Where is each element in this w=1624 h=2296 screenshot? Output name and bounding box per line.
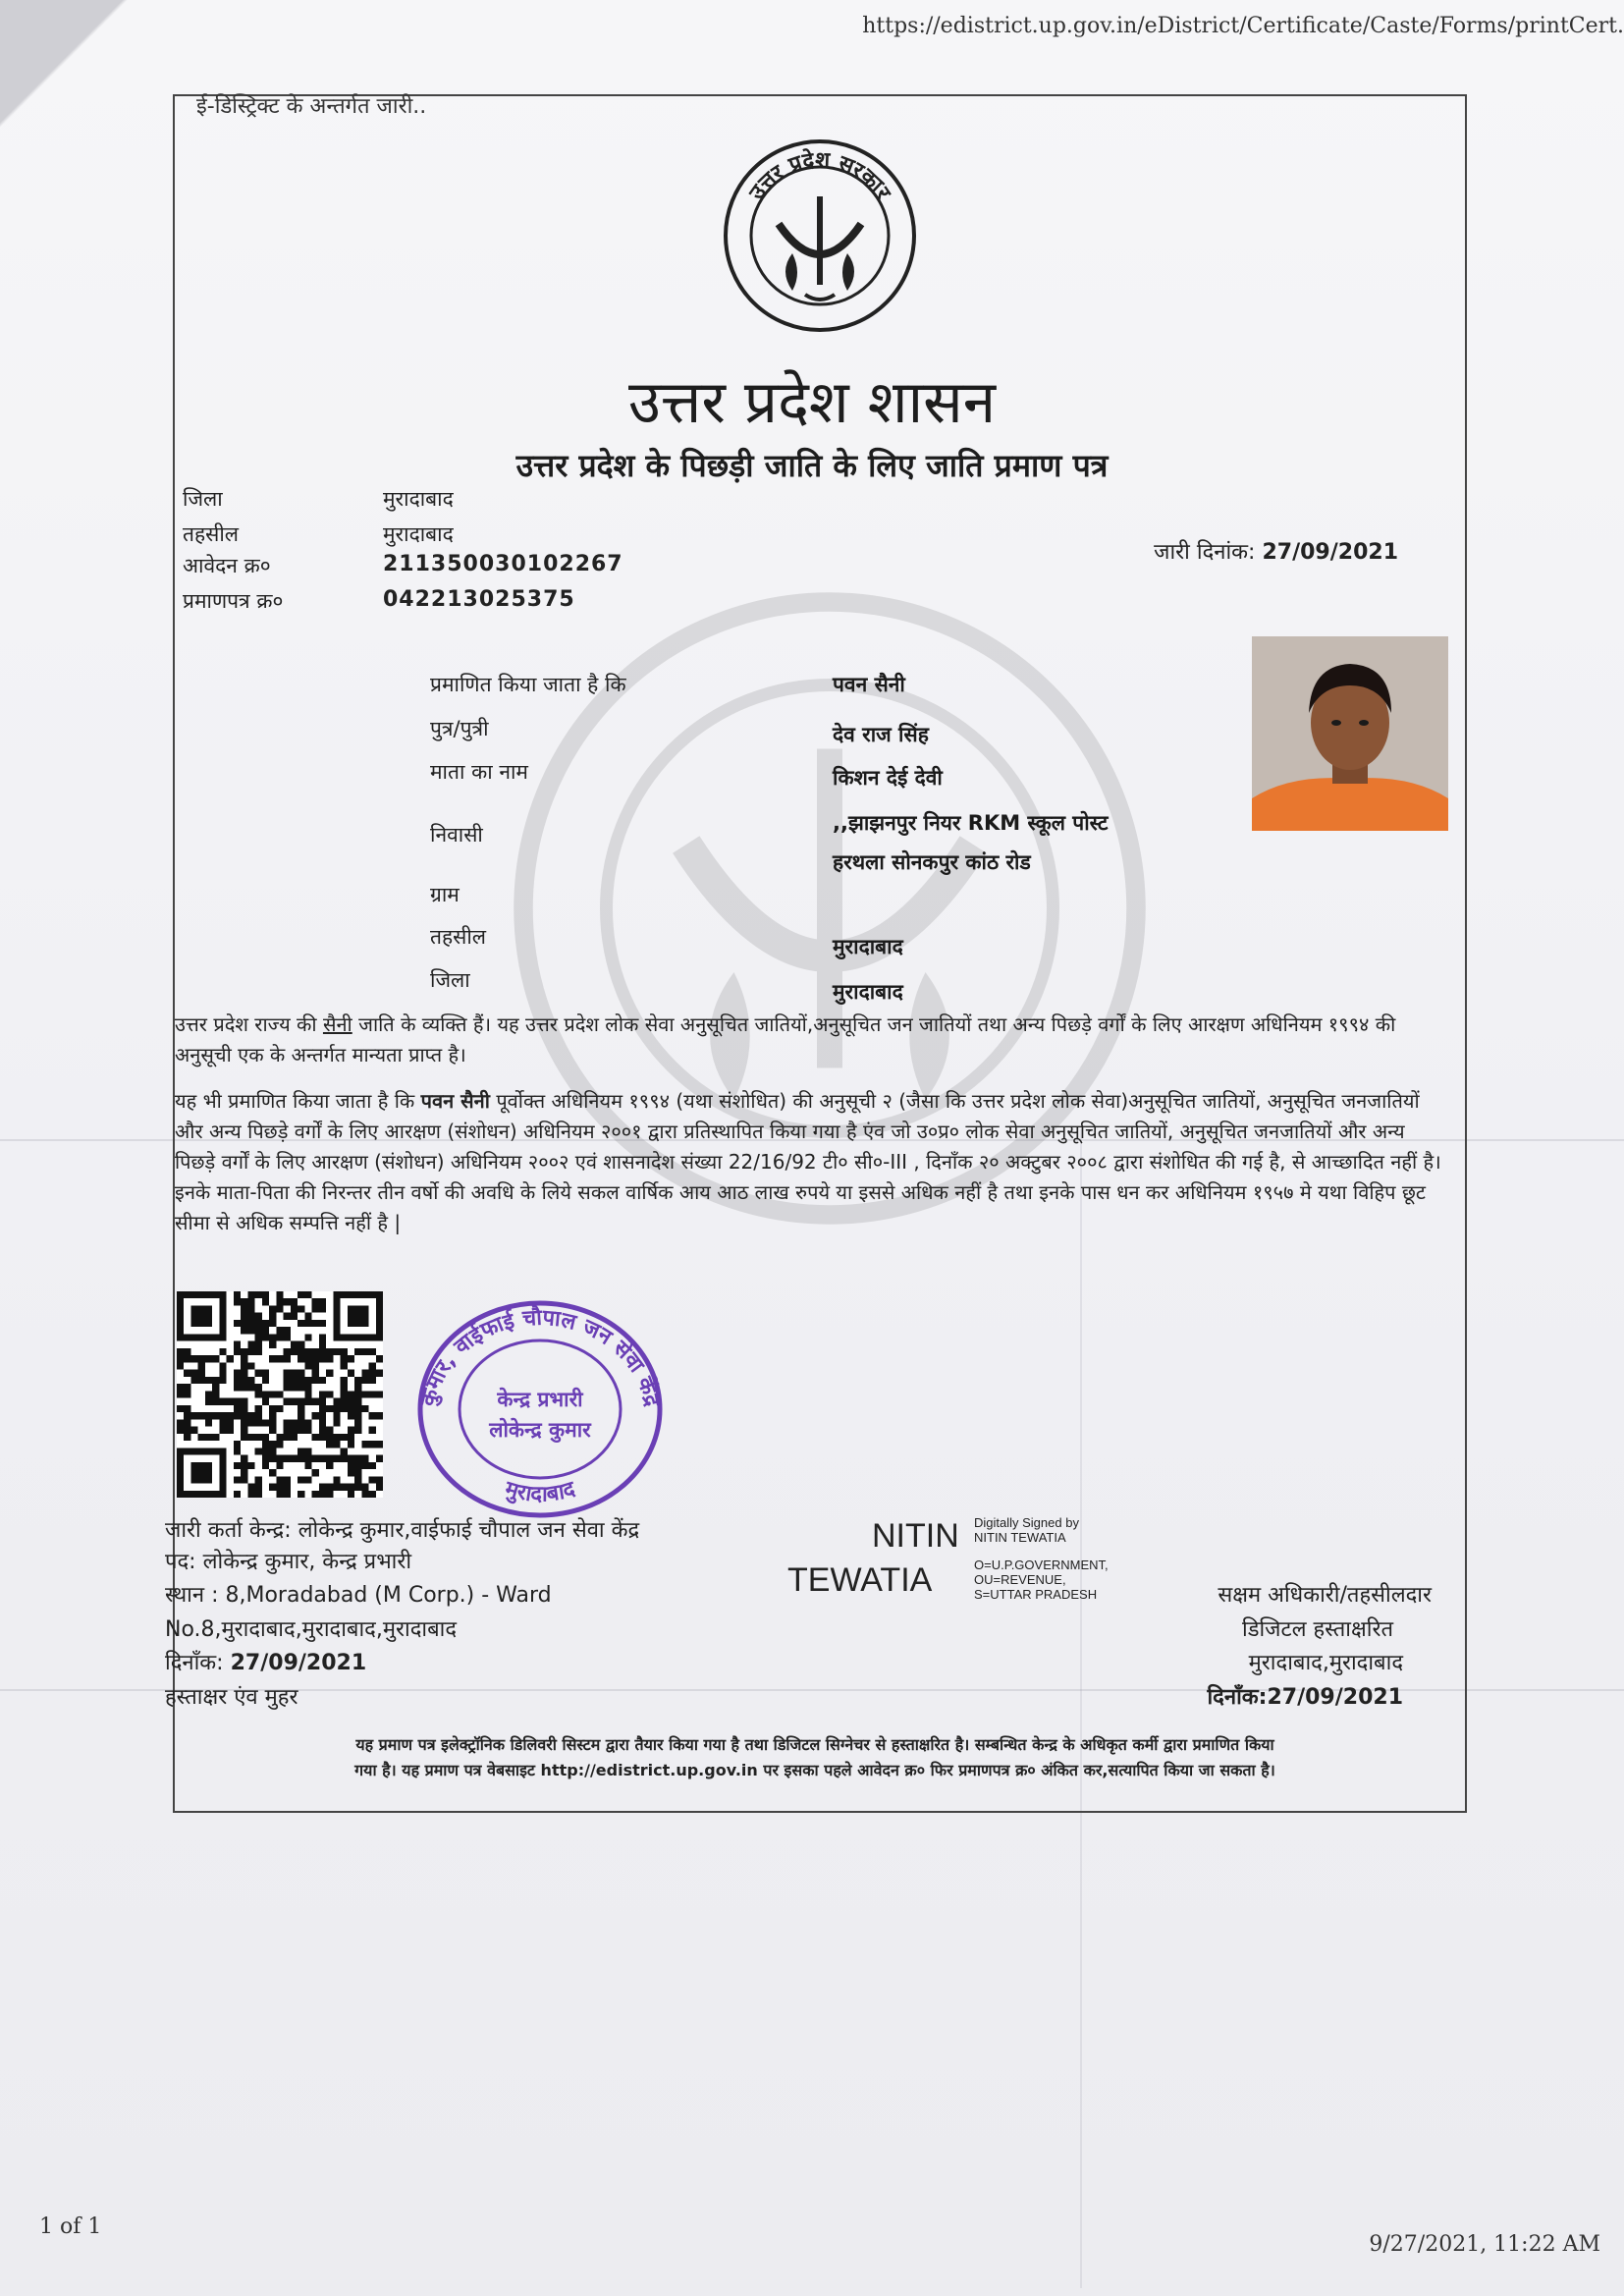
address-line-2: हरथला सोनकपुर कांठ रोड (833, 850, 1031, 874)
certification-text: पूर्वोक्त अधिनियम १९९४ (यथा संशोधित) की अनुसूची २ (जैसा कि उत्तर प्रदेश लोक सेवा)अनुसूचित जातियों, अनुसूचित जनजातियों और अन्य पिछड़े वर्गों के लिए आरक्षण (संशोधन) अधिनियम २००१ द्वारा प्रतिस्थापित किया गया है एंव जो उ०प्र० लोक सेवा अनुसूचित जातियों, अनुसूचित जनजातियों और अन्य पिछड़े वर्गों के लिए आरक्षण (संशोधन) अधिनियम २००२ एवं शासनादेश संख्या 22/16/92 टी० सी०-III , दिनाँक २० अक्टुबर २००८ द्वारा संशोधित की गई है, से आच्छादित नहीं है।इनके माता-पिता की निरन्तर तीन वर्षो की अवधि के लिये सकल वार्षिक आय आठ लाख रुपये या इससे अधिक नहीं है तथा इनके पास धन कर अधिनियम १९५७ मे यथा विहिप छूट सीमा से अधिक सम्पत्ति नहीं है | (175, 1089, 1441, 1234)
print-timestamp: 9/27/2021, 11:22 AM (1369, 2232, 1600, 2257)
certified-label: प्रमाणित किया जाता है कि (430, 673, 626, 696)
csc-seal-stamp (412, 1296, 668, 1522)
stamp-center-line-2: लोकेन्द्र कुमार (489, 1418, 591, 1442)
caste-name: सैनी (322, 1012, 352, 1036)
district-value: मुरादाबाद (383, 487, 454, 511)
issue-date-label: जारी दिनांक: (1154, 540, 1256, 565)
stamp-bottom-text: मुरादाबाद (502, 1476, 578, 1507)
application-number-label: आवेदन क्र० (183, 554, 271, 577)
issuer-place-line-1: स्थान : 8,Moradabad (M Corp.) - Ward (165, 1583, 552, 1608)
print-url: https://edistrict.up.gov.in/eDistrict/Certificate/Caste/Forms/printCert. (862, 14, 1624, 38)
signature-detail-line: NITIN TEWATIA (974, 1530, 1066, 1545)
field-district-label: जिला (430, 968, 470, 992)
issuer-post: पद: लोकेन्द्र कुमार, केन्द्र प्रभारी (165, 1550, 412, 1574)
field-district-value: मुरादाबाद (833, 980, 903, 1004)
applicant-photo (1252, 636, 1448, 831)
authority-date (1207, 1681, 1403, 1711)
caste-statement-text: जाति के व्यक्ति हैं। यह उत्तर प्रदेश लोक सेवा अनुसूचित जातियों,अनुसूचित जन जातियों तथा अन्य पिछड़े वर्गों के लिए आरक्षण अधिनियम १९९४ की अनुसूची एक के अन्तर्गत मान्यता प्राप्त है। (175, 1012, 1396, 1066)
certification-paragraph (175, 1086, 1441, 1238)
issuer-date-label: दिनाँक: (165, 1651, 224, 1675)
signature-details (974, 1558, 1109, 1602)
footnote-line-2: गया है। यह प्रमाण पत्र वेबसाइट http://edistrict.up.gov.in पर इसका पहले आवेदन क्र० फिर प्रमाणपत्र क्र० अंकित कर,सत्यापित किया जा सकता है। (354, 1761, 1275, 1779)
father-name: देव राज सिंह (833, 723, 929, 746)
paper-corner-fold (0, 0, 128, 128)
person-portrait-icon (1252, 636, 1448, 831)
field-tehsil-value: मुरादाबाद (833, 935, 903, 958)
application-number-value: 211350030102267 (383, 552, 623, 576)
village-label: ग्राम (430, 883, 460, 906)
qr-code[interactable] (177, 1291, 383, 1498)
authority-place: मुरादाबाद,मुरादाबाद (1248, 1651, 1403, 1675)
child-of-label: पुत्र/पुत्री (430, 717, 489, 740)
field-tehsil-label: तहसील (430, 925, 486, 949)
signature-detail-line: Digitally Signed by (974, 1515, 1079, 1530)
authority-title: सक्षम अधिकारी/तहसीलदार (1218, 1583, 1432, 1608)
caste-statement-text: उत्तर प्रदेश राज्य की (175, 1012, 317, 1036)
verification-footnote (177, 1732, 1453, 1783)
issuing-center: जारी कर्ता केन्द्र: लोकेन्द्र कुमार,वाईफाई चौपाल जन सेवा केंद्र (165, 1518, 640, 1543)
issuer-place-line-2: No.8,मुरादाबाद,मुरादाबाद,मुरादाबाद (165, 1617, 458, 1642)
caste-statement-paragraph (175, 1010, 1441, 1070)
signature-detail-line: S=UTTAR PRADESH (974, 1587, 1098, 1602)
authority-digital-signed: डिजिटल हस्ताक्षरित (1242, 1617, 1393, 1642)
page-count: 1 of 1 (39, 2214, 102, 2239)
resident-label: निवासी (430, 823, 483, 847)
svg-text:मुरादाबाद (501, 1477, 579, 1507)
signature-detail-line: OU=REVENUE, (974, 1572, 1066, 1587)
signer-name-line-1: NITIN (872, 1517, 959, 1555)
issue-date (1154, 536, 1398, 566)
stamp-center-line-1: केन्द्र प्रभारी (497, 1388, 583, 1411)
government-title: उत्तर प्रदेश शासन (627, 368, 997, 437)
digital-signature-block (785, 1512, 1159, 1620)
certificate-title: उत्तर प्रदेश के पिछड़ी जाति के लिए जाति प्रमाण पत्र (515, 447, 1109, 484)
up-government-emblem-icon (722, 137, 918, 334)
tehsil-label: तहसील (183, 522, 239, 546)
mother-name-label: माता का नाम (430, 760, 528, 784)
issue-date-value: 27/09/2021 (1262, 540, 1398, 565)
applicant-name: पवन सैनी (833, 673, 905, 696)
signature-details (974, 1515, 1079, 1545)
emblem-text: उत्तर प्रदेश सरकार (744, 147, 895, 205)
district-label: जिला (183, 487, 223, 511)
signer-name-line-2: TEWATIA (787, 1561, 933, 1599)
address-line-1: ,,झाझनपुर नियर RKM स्कूल पोस्ट (833, 811, 1109, 835)
issuer-date (165, 1647, 366, 1676)
certificate-number-label: प्रमाणपत्र क्र० (183, 589, 284, 613)
signature-detail-line: O=U.P.GOVERNMENT, (974, 1558, 1109, 1572)
certified-person-name: पवन सैनी (420, 1089, 490, 1113)
authority-date-text: दिनाँक:27/09/2021 (1207, 1685, 1403, 1710)
issuer-date-value: 27/09/2021 (230, 1651, 367, 1675)
issued-under-text: ई-डिस्ट्रिक्ट के अन्तर्गत जारी.. (196, 94, 427, 119)
footnote-line-1: यह प्रमाण पत्र इलेक्ट्रॉनिक डिलिवरी सिस्टम द्वारा तैयार किया गया है तथा डिजिटल सिग्नेचर से हस्ताक्षरित है। सम्बन्धित केन्द्र के अधिकृत कर्मी द्वारा प्रमाणित किया (355, 1735, 1274, 1754)
certificate-number-value: 042213025375 (383, 587, 575, 612)
tehsil-value: मुरादाबाद (383, 522, 454, 546)
mother-name: किशन देई देवी (833, 766, 943, 790)
stamp-ring-text: कुमार, वाईफाई चौपाल जन सेवा केंद्र (415, 1305, 664, 1409)
certification-text: यह भी प्रमाणित किया जाता है कि (175, 1089, 415, 1113)
signature-seal-label: हस्ताक्षर एंव मुहर (165, 1685, 298, 1710)
